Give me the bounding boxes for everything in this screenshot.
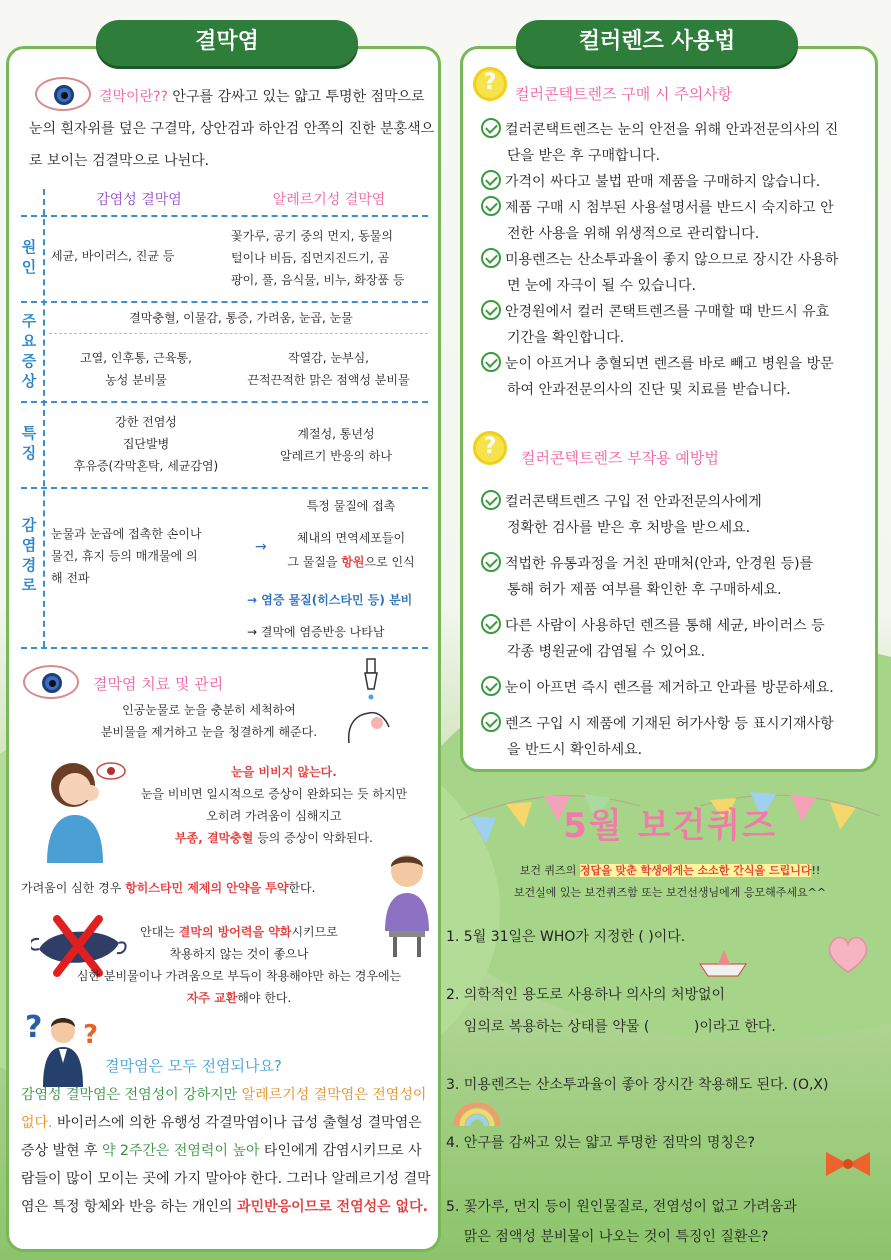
- list-item-text: 안경원에서 컬러 콘택트렌즈를 구매할 때 반드시 유효: [505, 304, 830, 320]
- treatment-p1: 인공눈물로 눈을 충분히 세척하여 분비물을 제거하고 눈을 청결하게 해준다.: [100, 703, 318, 739]
- eye-icon: [23, 665, 79, 699]
- right-panel: [460, 46, 878, 772]
- list-item-text: 각종 병원균에 감염될 수 있어요.: [507, 644, 706, 660]
- treatment-heading: 결막염 치료 및 관리: [93, 675, 224, 693]
- quiz-q2b: 임의로 복용하는 상태를 약물 ( )이라고 한다.: [446, 1019, 776, 1035]
- check-circle-icon: [481, 712, 501, 732]
- list-item-text: 단을 받은 후 구매합니다.: [507, 148, 661, 164]
- question-icon: ?: [473, 431, 507, 465]
- check-circle-icon: [481, 352, 501, 372]
- route-step1: 특정 물질에 접촉: [306, 499, 396, 513]
- list-item: [481, 675, 861, 701]
- list-item: [481, 195, 861, 247]
- check-circle-icon: [481, 196, 501, 216]
- list-item-text: 다른 사람이 사용하던 렌즈를 통해 세균, 바이러스 등: [505, 618, 825, 634]
- quiz-q3: 3. 미용렌즈는 산소투과율이 좋아 장시간 착용해도 된다. (O,X): [446, 1077, 829, 1093]
- check-circle-icon: [481, 676, 501, 696]
- quiz-title: 5월 보건퀴즈: [563, 806, 777, 846]
- list-item-text: 면 눈에 자극이 될 수 있습니다.: [507, 278, 696, 294]
- quiz-q2a: 2. 의학적인 용도로 사용하나 의사의 처방없이: [446, 987, 726, 1003]
- contagion-heading: 결막염은 모두 전염되나요?: [105, 1057, 282, 1075]
- list-item-text: 기간을 확인합니다.: [507, 330, 625, 346]
- list-item-text: 전한 사용을 위해 위생적으로 관리합니다.: [507, 226, 760, 242]
- list-item-text: 컬러콘택트렌즈 구입 전 안과전문의사에게: [505, 494, 762, 510]
- list-item: [481, 711, 861, 763]
- check-circle-icon: [481, 614, 501, 634]
- features-infectious: 강한 전염성 집단발병 후유증(각막혼탁, 세균감염): [73, 415, 219, 473]
- check-circle-icon: [481, 170, 501, 190]
- heart-icon: [826, 934, 870, 974]
- ribbon-bow-icon: [824, 1150, 872, 1178]
- list-item: [481, 247, 861, 299]
- quiz-q5a: 5. 꽃가루, 먼지 등이 원인물질로, 전염성이 없고 가려움과: [446, 1199, 797, 1215]
- row-label-symptoms: 주 요 증 상: [21, 312, 37, 390]
- left-panel-title: 결막염: [96, 20, 358, 66]
- quiz-q4: 4. 안구를 감싸고 있는 얇고 투명한 점막의 명칭은?: [446, 1135, 755, 1151]
- quiz-q5b: 맑은 점액성 분비물이 나오는 것이 특징인 질환은?: [446, 1229, 769, 1245]
- quiz-sub2: 보건실에 있는 보건퀴즈함 또는 보건선생님에게 응모해주세요^^: [513, 886, 827, 899]
- route-step5: → 결막에 염증반응 나타남: [247, 625, 385, 639]
- cause-infectious: 세균, 바이러스, 진균 등: [51, 249, 175, 263]
- question-icon: ?: [473, 67, 507, 101]
- list-item-text: 컬러콘택트렌즈는 눈의 안전을 위해 안과전문의사의 진: [505, 122, 839, 138]
- svg-text:?: ?: [83, 1020, 99, 1050]
- treatment-p2-title: 눈을 비비지 않는다.: [231, 765, 337, 779]
- treatment-p2: 눈을 비비면 일시적으로 증상이 완화되는 듯 하지만 오히려 가려움이 심해지고 부종, 결막충혈 등의 증상이 악화된다.: [140, 787, 408, 845]
- list-item: [481, 613, 861, 665]
- check-circle-icon: [481, 118, 501, 138]
- list-item: [481, 169, 861, 195]
- check-circle-icon: [481, 490, 501, 510]
- row-label-route: 감 염 경 로: [21, 516, 37, 594]
- list-item-text: 적법한 유통과정을 거친 판매처(안과, 안경원 등)를: [505, 556, 814, 572]
- symptoms-shared: 결막충혈, 이물감, 통증, 가려움, 눈곱, 눈물: [129, 311, 353, 325]
- list-item-text: 제품 구매 시 첨부된 사용설명서를 반드시 숙지하고 안: [505, 200, 834, 216]
- features-allergic: 계절성, 통년성 알레르기 반응의 하나: [280, 427, 392, 463]
- paper-boat-icon: [698, 948, 748, 978]
- right-panel-title: 컬러렌즈 사용법: [516, 20, 798, 66]
- symptoms-infectious: 고열, 인후통, 근육통, 농성 분비물: [80, 351, 192, 387]
- list-item: [481, 489, 861, 541]
- list-item-text: 정확한 검사를 받은 후 처방을 받으세요.: [507, 520, 751, 536]
- intro-heading: 결막이란??: [99, 89, 168, 105]
- question-person-icon: [21, 1007, 105, 1087]
- section2-heading: 컬러콘텍트렌즈 부작용 예방법: [521, 449, 719, 467]
- contagion-text: 감염성 결막염은 전염성이 강하지만 알레르기성 결막염은 전염성이 없다. 바이러스에 의한 유행성 각결막염이나 급성 출혈성 결막염은 증상 발현 후 약 2주간은 전염력이 높아 타인에게 감염시키므로 사람들이 많이 모이는 곳에 가지 말아야 한다. 그러나 알레르기성 결막염은 특정 항체와 반응 하는 개인의 과민반응이므로 전염성은 없다.: [21, 1087, 431, 1215]
- col-header-infectious: 감염성 결막염: [96, 192, 182, 208]
- list-item-text: 통해 허가 제품 여부를 확인한 후 구매하세요.: [507, 582, 782, 598]
- list-item-text: 가격이 싸다고 불법 판매 제품을 구매하지 않습니다.: [505, 174, 821, 190]
- row-label-features: 특 징: [21, 424, 37, 462]
- conjunctiva-intro: [29, 81, 435, 177]
- list-item: [481, 351, 861, 403]
- cause-allergic: 꽃가루, 공기 중의 먼지, 동물의 털이나 비듬, 집먼지진드기, 곰 팡이, 풀, 음식물, 비누, 화장품 등: [231, 229, 405, 287]
- route-infectious: 눈물과 눈곱에 접촉한 손이나 물건, 휴지 등의 매개물에 의 해 전파: [51, 527, 202, 585]
- route-step4: → 염증 물질(히스타민 등) 분비: [247, 593, 413, 607]
- quiz-q1: 1. 5월 31일은 WHO가 지정한 ( )이다.: [446, 929, 686, 945]
- list-item-text: 하여 안과전문의사의 진단 및 치료를 받습니다.: [507, 382, 791, 398]
- quiz-sub1: 보건 퀴즈의 정답을 맞춘 학생에게는 소소한 간식을 드립니다!!: [519, 864, 821, 877]
- list-item-text: 눈이 아프거나 충혈되면 렌즈를 바로 빼고 병원을 방문: [505, 356, 834, 372]
- list-item-text: 렌즈 구입 시 제품에 기재된 허가사항 등 표시기재사항: [505, 716, 834, 732]
- col-header-allergic: 알레르기성 결막염: [272, 192, 386, 208]
- rainbow-icon: [452, 1098, 502, 1128]
- list-item-text: 을 반드시 확인하세요.: [507, 742, 643, 758]
- list-item: [481, 299, 861, 351]
- list-item: [481, 551, 861, 603]
- check-circle-icon: [481, 300, 501, 320]
- intro-text: 안구를 감싸고 있는 얇고 투명한 점막으로 눈의 흰자위를 덮은 구결막, 상안검과 하안검 안쪽의 진한 분홍색으로 보이는 검결막으로 나뉜다.: [29, 89, 435, 169]
- symptoms-allergic: 작열감, 눈부심, 끈적끈적한 맑은 점액성 분비물: [247, 351, 410, 387]
- left-panel: [6, 46, 441, 1252]
- list-item-text: 눈이 아프면 즉시 렌즈를 제거하고 안과를 방문하세요.: [505, 680, 834, 696]
- list-item: [481, 117, 861, 169]
- list-item-text: 미용렌즈는 산소투과율이 좋지 않으므로 장시간 사용하: [505, 252, 839, 268]
- check-circle-icon: [481, 248, 501, 268]
- treatment-p4: 안대는 결막의 방어력을 약화시키므로 착용하지 않는 것이 좋으나 심한 분비물이나 가려움으로 부득이 착용해야만 하는 경우에는 자주 교환해야 한다.: [76, 925, 402, 1005]
- section1-heading: 컬러콘텍트렌즈 구매 시 주의사항: [515, 85, 733, 103]
- svg-text:?: ?: [25, 1010, 43, 1045]
- treatment-p3: 가려움이 심한 경우 항히스타민 제제의 안약을 투약한다.: [21, 881, 316, 895]
- route-step2: 체내의 면역세포들이: [296, 531, 406, 545]
- route-arrow: →: [255, 539, 267, 555]
- check-circle-icon: [481, 552, 501, 572]
- eyedrop-face-icon: [337, 655, 423, 745]
- row-label-cause: 원 인: [21, 238, 37, 276]
- route-step3: 그 물질을 항원으로 인식: [287, 555, 415, 569]
